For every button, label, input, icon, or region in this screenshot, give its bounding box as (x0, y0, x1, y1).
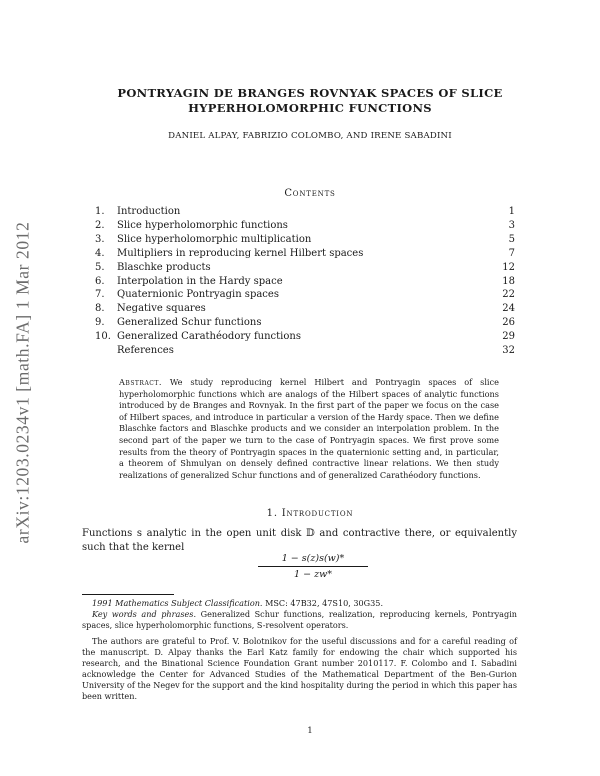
toc-entry-page: 22 (502, 289, 515, 301)
toc-entry-num (95, 344, 117, 358)
toc-entry-title: Slice hyperholomorphic multiplication (117, 233, 312, 245)
toc-entry-page: 12 (502, 261, 515, 273)
title-line-1: PONTRYAGIN DE BRANGES ROVNYAK SPACES OF SLICE (117, 86, 503, 100)
author-list: DANIEL ALPAY, FABRIZIO COLOMBO, AND IRENE SABADINI (168, 131, 452, 141)
keywords-label: Key words and phrases. (92, 609, 197, 619)
toc-entry-title: Blaschke products (117, 261, 211, 273)
footnote-keywords (82, 609, 517, 631)
keywords-text: Generalized Schur functions, realization, reproducing kernels, Pontryagin spaces, slice hyperholomorphic functions, S-resolvent operators. (82, 609, 517, 630)
toc-entry-num: 5. (95, 261, 105, 273)
toc-entry-page: 1 (508, 206, 515, 217)
msc-label: 1991 Mathematics Subject Classification. (92, 598, 263, 608)
toc-entry-page: 24 (502, 303, 515, 315)
footnote-rule (82, 594, 174, 595)
toc-entry-title: Interpolation in the Hardy space (117, 275, 283, 287)
toc-entry[interactable] (95, 316, 515, 330)
toc-entry-title: Negative squares (117, 303, 206, 315)
intro-paragraph: Functions s analytic in the open unit disk 𝔻 and contractive there, or equivalently such that the kernel (82, 528, 517, 553)
paper-title (80, 86, 540, 116)
toc-entry-num: 8. (95, 303, 105, 315)
toc-entry[interactable] (95, 275, 515, 289)
toc-entry[interactable] (95, 247, 515, 261)
toc-entry-num: 9. (95, 317, 105, 329)
toc-entry-page: 32 (502, 345, 515, 357)
toc-entry-num: 6. (95, 275, 105, 287)
table-of-contents (95, 205, 515, 358)
footnote-acknowledgements: The authors are grateful to Prof. V. Bolotnikov for the useful discussions and for a careful reading of the manuscript. D. Alpay thanks the Earl Katz family for endowing the chair which supported his research, and the Binational Science Foundation Grant number 2010117. F. Colombo and I. Sabadini acknowledge the Center for Advanced Studies of the Mathematical Department of the Ben-Gurion University of the Negev for the support and the kind hospitality during the period in which this paper has been written. (82, 636, 517, 701)
kernel-numerator: 1 − s(z)s(w)* (258, 553, 368, 567)
page-number: 1 (307, 726, 313, 736)
toc-entry[interactable] (95, 302, 515, 316)
toc-entry[interactable] (95, 233, 515, 247)
msc-codes: MSC: 47B32, 47S10, 30G35. (265, 598, 384, 608)
toc-entry[interactable] (95, 344, 515, 358)
toc-entry-title: Multipliers in reproducing kernel Hilbert spaces (117, 247, 364, 259)
title-line-2: HYPERHOLOMORPHIC FUNCTIONS (188, 101, 432, 115)
toc-entry-page: 26 (502, 317, 515, 329)
toc-entry[interactable] (95, 261, 515, 275)
toc-entry[interactable] (95, 330, 515, 344)
toc-entry-title: Introduction (117, 206, 181, 217)
toc-entry-page: 29 (502, 331, 515, 343)
contents-heading: Contents (284, 188, 336, 199)
toc-entry-page: 7 (508, 247, 515, 259)
toc-entry-num: 3. (95, 233, 105, 245)
section-heading-introduction: 1. Introduction (266, 508, 354, 519)
toc-entry-page: 18 (502, 275, 515, 287)
abstract (119, 377, 499, 481)
toc-entry-num: 7. (95, 289, 105, 301)
toc-entry-page: 5 (508, 233, 515, 245)
toc-entry-title: References (117, 345, 174, 357)
abstract-text: We study reproducing kernel Hilbert and Pontryagin spaces of slice hyperholomorphic functions which are analogs of the Hilbert spaces of analytic functions introduced by de Branges and Rovnyak. In the first part of the paper we focus on the case of Hilbert spaces, and introduce in particular a version of the Hardy space. Then we define Blaschke factors and Blaschke products and we consider an interpolation problem. In the second part of the paper we turn to the case of Pontryagin spaces. We first prove some results from the theory of Pontryagin spaces in the quaternionic setting and, in particular, a theorem of Shmulyan on densely defined contractive linear relations. We then study realizations of generalized Schur functions and of generalized Carathéodory functions. (119, 377, 499, 480)
toc-entry[interactable] (95, 205, 515, 219)
toc-entry-title: Slice hyperholomorphic functions (117, 219, 288, 231)
toc-entry-title: Generalized Carathéodory functions (117, 331, 301, 343)
toc-entry[interactable] (95, 288, 515, 302)
kernel-denominator: 1 − zw* (294, 569, 332, 580)
toc-entry[interactable] (95, 219, 515, 233)
toc-entry-num: 2. (95, 219, 105, 231)
kernel-fraction (258, 553, 368, 580)
abstract-label: Abstract. (119, 377, 162, 387)
toc-entry-num: 10. (95, 331, 111, 343)
toc-entry-page: 3 (508, 219, 515, 231)
arxiv-identifier: arXiv:1203.0234v1 [math.FA] 1 Mar 2012 (12, 221, 33, 544)
toc-entry-num: 4. (95, 247, 105, 259)
footnotes (82, 598, 517, 702)
toc-entry-num: 1. (95, 206, 105, 217)
toc-entry-title: Generalized Schur functions (117, 317, 262, 329)
footnote-msc (82, 598, 517, 609)
toc-entry-title: Quaternionic Pontryagin spaces (117, 289, 279, 301)
